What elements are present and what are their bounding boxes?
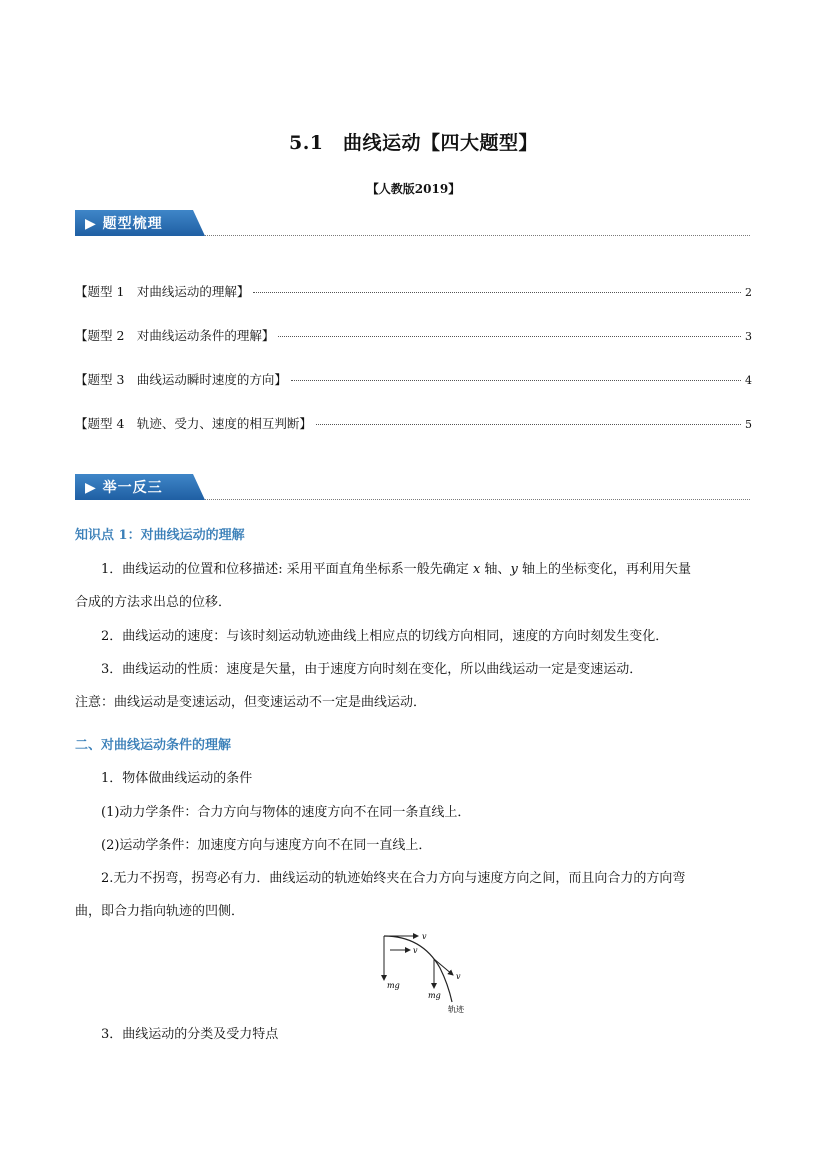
toc-item-3[interactable] <box>75 370 752 388</box>
kp2-heading: 二、对曲线运动条件的理解 <box>75 738 232 753</box>
toc-item-label: 【题型 1 对曲线运动的理解】 <box>75 284 250 299</box>
kp1-paragraph-1 <box>75 557 755 583</box>
trajectory-label: 轨迹 <box>448 1005 464 1014</box>
toc-page-number: 3 <box>745 330 752 343</box>
x-axis-symbol: x <box>472 562 481 577</box>
kp1-p1-end: 轴上的坐标变化，再利用矢量 <box>521 562 691 577</box>
practice-banner <box>75 474 751 500</box>
kp1-note: 注意：曲线运动是变速运动，但变速运动不一定是曲线运动． <box>75 695 427 710</box>
toc-banner-label: ▶ 题型梳理 <box>85 216 163 232</box>
toc-item-label: 【题型 3 曲线运动瞬时速度的方向】 <box>75 372 287 387</box>
page-title: 5.1 曲线运动【四大题型】 <box>288 132 539 154</box>
kp1-p1-mid: 轴、 <box>484 562 511 577</box>
trajectory-figure <box>370 928 480 1014</box>
toc-item-2[interactable] <box>75 326 752 344</box>
kp1-heading: 知识点 1：对曲线运动的理解 <box>75 528 245 543</box>
kp2-paragraph-4-cont: 曲，即合力指向轨迹的凹侧． <box>75 904 245 919</box>
toc-leader <box>278 336 741 337</box>
toc-item-label: 【题型 2 对曲线运动条件的理解】 <box>75 328 275 343</box>
kp1-paragraph-1-cont: 合成的方法求出总的位移． <box>75 595 232 610</box>
toc-item-4[interactable] <box>75 414 752 432</box>
gravity-label-right: mg <box>428 991 441 1000</box>
banner-divider <box>205 499 750 500</box>
toc-item-1[interactable] <box>75 282 752 300</box>
kp1-p1-start: 1．曲线运动的位置和位移描述: 采用平面直角坐标系一般先确定 <box>101 562 469 577</box>
velocity-label-mid: v <box>413 946 418 955</box>
kp2-paragraph-2: (1)动力学条件：合力方向与物体的速度方向不在同一条直线上． <box>101 805 471 820</box>
toc-leader <box>316 424 741 425</box>
toc-page-number: 5 <box>745 418 752 431</box>
toc-page-number: 2 <box>745 286 752 299</box>
velocity-label-top: v <box>422 932 427 941</box>
trajectory-curve <box>384 936 452 1002</box>
kp2-paragraph-3: (2)运动学条件：加速度方向与速度方向不在同一直线上． <box>101 838 432 853</box>
toc-page-number: 4 <box>745 374 752 387</box>
kp2-paragraph-4: 2.无力不拐弯，拐弯必有力．曲线运动的轨迹始终夹在合力方向与速度方向之间，而且向合力的方向弯 <box>101 871 686 886</box>
y-axis-symbol: y <box>510 562 518 577</box>
toc-item-label: 【题型 4 轨迹、受力、速度的相互判断】 <box>75 416 312 431</box>
kp1-paragraph-3: 3．曲线运动的性质：速度是矢量，由于速度方向时刻在变化，所以曲线运动一定是变速运动． <box>101 662 643 677</box>
velocity-arrow-curve <box>434 959 453 975</box>
toc-banner <box>75 210 751 236</box>
edition-label: 【人教版2019】 <box>366 182 461 196</box>
kp2-paragraph-1: 1．物体做曲线运动的条件 <box>101 771 253 786</box>
gravity-label-left: mg <box>387 981 400 990</box>
kp1-paragraph-2: 2．曲线运动的速度：与该时刻运动轨迹曲线上相应点的切线方向相同，速度的方向时刻发生变化． <box>101 629 669 644</box>
kp2-paragraph-5: 3．曲线运动的分类及受力特点 <box>101 1027 279 1042</box>
toc-leader <box>291 380 741 381</box>
practice-banner-label: ▶ 举一反三 <box>85 480 163 496</box>
toc-leader <box>253 292 741 293</box>
velocity-label-curve: v <box>456 972 461 981</box>
banner-divider <box>205 235 750 236</box>
